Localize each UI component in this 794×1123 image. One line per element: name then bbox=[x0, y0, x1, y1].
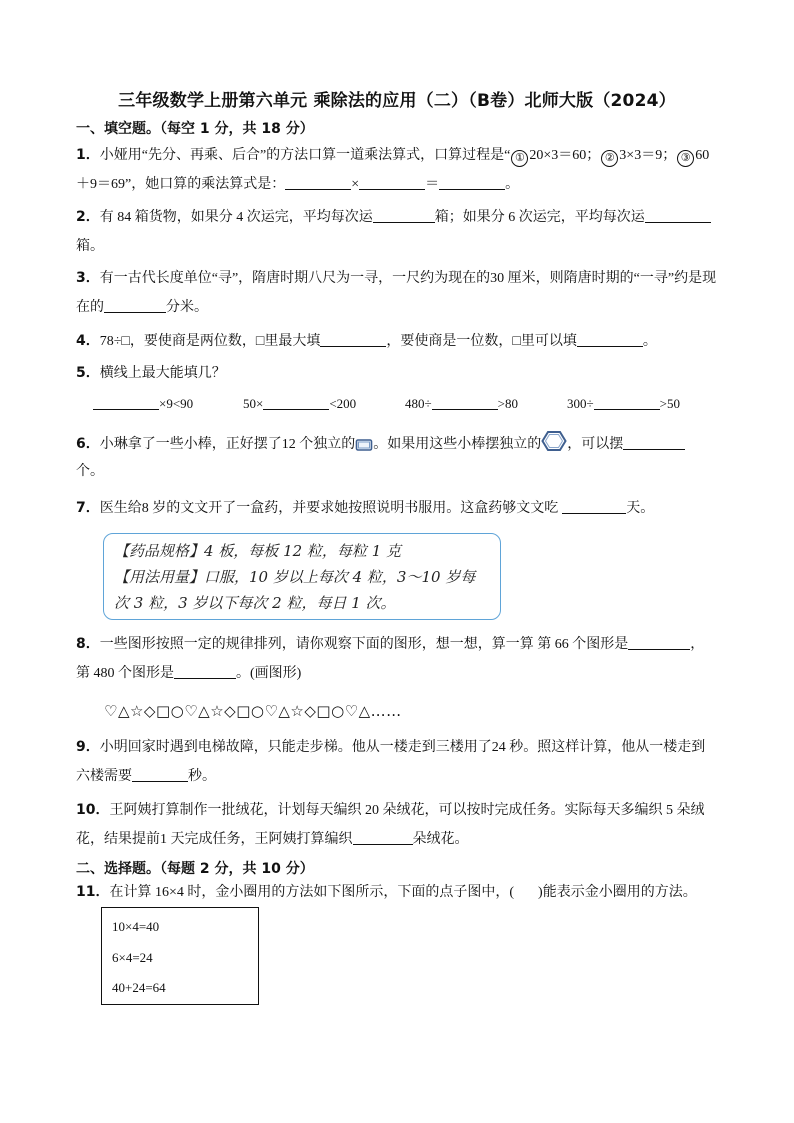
answer-blank[interactable] bbox=[562, 499, 626, 514]
answer-blank[interactable] bbox=[577, 332, 643, 347]
answer-blank[interactable] bbox=[132, 767, 188, 782]
section-choice-heading: 二、选择题。（每题 2 分，共 10 分） bbox=[76, 861, 314, 877]
question-text: 有 84 箱货物，如果分 4 次运完，平均每次运 bbox=[99, 210, 373, 225]
question-text: 小琳拿了一些小棒，正好摆了12 个独立的 bbox=[99, 437, 356, 452]
question-1-line2 bbox=[76, 175, 736, 195]
answer-blank[interactable] bbox=[353, 830, 413, 845]
section-fill-in-heading: 一、填空题。（每空 1 分，共 18 分） bbox=[76, 121, 314, 137]
expression-text: 300÷ bbox=[567, 396, 594, 411]
question-text: 分米。 bbox=[166, 300, 208, 315]
question-text: 秒。 bbox=[188, 769, 216, 784]
question-5 bbox=[76, 363, 736, 384]
calc-step-1: 10×4=40 bbox=[112, 919, 160, 934]
step-text: 20×3＝60； bbox=[529, 148, 601, 163]
answer-blank[interactable] bbox=[263, 395, 329, 410]
question-11 bbox=[76, 882, 736, 903]
answer-blank[interactable] bbox=[594, 395, 660, 410]
answer-blank[interactable] bbox=[439, 175, 505, 190]
question-text: 朵绒花。 bbox=[412, 832, 469, 847]
q5-expression-1 bbox=[93, 395, 193, 412]
question-1-line1 bbox=[76, 145, 736, 167]
circled-number: ③ bbox=[677, 150, 694, 167]
question-text: 。(画图形) bbox=[236, 666, 302, 681]
expression-text: 480÷ bbox=[405, 396, 432, 411]
question-number: 1． bbox=[76, 147, 100, 163]
q5-expression-2 bbox=[243, 395, 356, 412]
question-text: 医生给8 岁的文文开了一盒药，并要求她按照说明书服用。这盒药够文文吃 bbox=[99, 501, 559, 516]
question-number: 4． bbox=[76, 333, 100, 349]
medicine-dosage-continued: 次 3 粒，3 岁以下每次 2 粒，每日 1 次。 bbox=[114, 594, 396, 612]
rectangle-sticks-icon bbox=[355, 438, 373, 452]
question-6-line1 bbox=[76, 430, 736, 455]
answer-blank[interactable] bbox=[623, 435, 685, 450]
answer-blank[interactable] bbox=[373, 208, 435, 223]
q5-expression-3 bbox=[405, 395, 518, 412]
punctuation: 。 bbox=[642, 334, 657, 349]
expression-text: <200 bbox=[329, 396, 357, 411]
answer-blank[interactable] bbox=[628, 635, 690, 650]
question-2-line1 bbox=[76, 207, 736, 228]
question-number: 7． bbox=[76, 500, 100, 516]
question-10-line2 bbox=[76, 830, 736, 850]
question-text: 个。 bbox=[76, 464, 104, 479]
page-title: 三年级数学上册第六单元 乘除法的应用（二）（B卷）北师大版（2024） bbox=[118, 91, 676, 111]
question-text: 第 480 个图形是 bbox=[76, 666, 174, 681]
question-number: 2． bbox=[76, 209, 100, 225]
question-2-line2 bbox=[76, 237, 736, 257]
question-number: 10． bbox=[76, 802, 110, 818]
answer-blank[interactable] bbox=[104, 298, 166, 313]
question-number: 11． bbox=[76, 884, 110, 900]
question-text: 横线上最大能填几？ bbox=[99, 366, 226, 381]
expression-text: 50× bbox=[243, 396, 264, 411]
question-text: 花，结果提前1 天完成任务，王阿姨打算编织 bbox=[76, 832, 353, 847]
question-number: 9． bbox=[76, 739, 100, 755]
question-number: 5． bbox=[76, 365, 100, 381]
medicine-dosage: 【用法用量】口服，10 岁以上每次 4 粒，3～10 岁每 bbox=[114, 568, 476, 586]
circled-number: ② bbox=[601, 150, 618, 167]
question-text: 六楼需要 bbox=[76, 769, 132, 784]
question-text: 78÷□，要使商是两位数，□里最大填 bbox=[99, 334, 321, 349]
question-10-line1 bbox=[76, 800, 736, 821]
circled-number: ① bbox=[511, 150, 528, 167]
step-text: 3×3＝9； bbox=[619, 148, 677, 163]
answer-blank[interactable] bbox=[359, 175, 425, 190]
question-number: 6． bbox=[76, 436, 100, 452]
punctuation: 。 bbox=[505, 177, 520, 192]
calc-step-3: 40+24=64 bbox=[112, 980, 166, 995]
question-text: ，要使商是一位数，□里可以填 bbox=[386, 334, 577, 349]
question-8-line1 bbox=[76, 634, 736, 655]
question-text: 小娅用“先分、再乘、后合”的方法口算一道乘法算式，口算过程是“ bbox=[99, 148, 511, 163]
question-text: 在的 bbox=[76, 300, 104, 315]
punctuation: ， bbox=[690, 637, 705, 652]
q5-expression-4 bbox=[567, 395, 680, 412]
answer-blank[interactable] bbox=[320, 332, 386, 347]
expression-text: >80 bbox=[497, 396, 518, 411]
question-text: 一些图形按照一定的规律排列，请你观察下面的图形，想一想，算一算 第 66 个图形是 bbox=[99, 637, 629, 652]
answer-blank[interactable] bbox=[174, 664, 236, 679]
question-text: 小明回家时遇到电梯故障，只能走步梯。他从一楼走到三楼用了24 秒。照这样计算，他从一楼走到 bbox=[99, 740, 706, 755]
question-number: 3． bbox=[76, 270, 100, 286]
shape-sequence: ♡△☆◇□○♡△☆◇□○♡△☆◇□○♡△…… bbox=[104, 702, 402, 720]
expression-text: ×9<90 bbox=[159, 396, 194, 411]
medicine-instructions-box bbox=[103, 533, 501, 620]
answer-blank[interactable] bbox=[93, 395, 159, 410]
question-4 bbox=[76, 331, 736, 352]
question-text: 王阿姨打算制作一批绒花，计划每天编织 20 朵绒花，可以按时完成任务。实际每天多编织 5 朵绒 bbox=[109, 803, 705, 818]
operator: × bbox=[351, 177, 360, 192]
question-text: 箱；如果分 6 次运完，平均每次运 bbox=[434, 210, 645, 225]
question-text: 。如果用这些小棒摆独立的 bbox=[373, 437, 542, 452]
question-9-line1 bbox=[76, 737, 736, 758]
medicine-spec: 【药品规格】4 板，每板 12 粒，每粒 1 克 bbox=[114, 542, 402, 560]
question-3-line2 bbox=[76, 298, 736, 318]
calc-step-2: 6×4=24 bbox=[112, 950, 153, 965]
question-number: 8． bbox=[76, 636, 100, 652]
question-text: ，可以摆 bbox=[567, 437, 624, 452]
question-7 bbox=[76, 498, 736, 519]
question-text: 在计算 16×4 时，金小圈用的方法如下图所示，下面的点子图中，( bbox=[109, 885, 515, 900]
question-text: 有一古代长度单位“寻”，隋唐时期八尺为一寻，一尺约为现在的30 厘米，则隋唐时期的“一寻”约是现 bbox=[99, 271, 717, 286]
question-text: 箱。 bbox=[76, 239, 104, 254]
question-text: )能表示金小圈用的方法。 bbox=[538, 885, 697, 900]
answer-blank[interactable] bbox=[432, 395, 498, 410]
question-text: ＋9＝69”，她口算的乘法算式是： bbox=[76, 177, 286, 192]
answer-blank[interactable] bbox=[285, 175, 351, 190]
expression-text: >50 bbox=[659, 396, 680, 411]
step-text: 60 bbox=[695, 148, 710, 163]
question-8-line2 bbox=[76, 664, 736, 684]
calculation-method-box bbox=[101, 907, 259, 1005]
hexagon-sticks-icon bbox=[541, 430, 567, 452]
question-9-line2 bbox=[76, 767, 736, 787]
question-text: 天。 bbox=[626, 501, 655, 516]
question-6-line2 bbox=[76, 462, 736, 482]
answer-blank[interactable] bbox=[645, 208, 711, 223]
question-3-line1 bbox=[76, 268, 736, 289]
operator: ＝ bbox=[425, 177, 440, 192]
